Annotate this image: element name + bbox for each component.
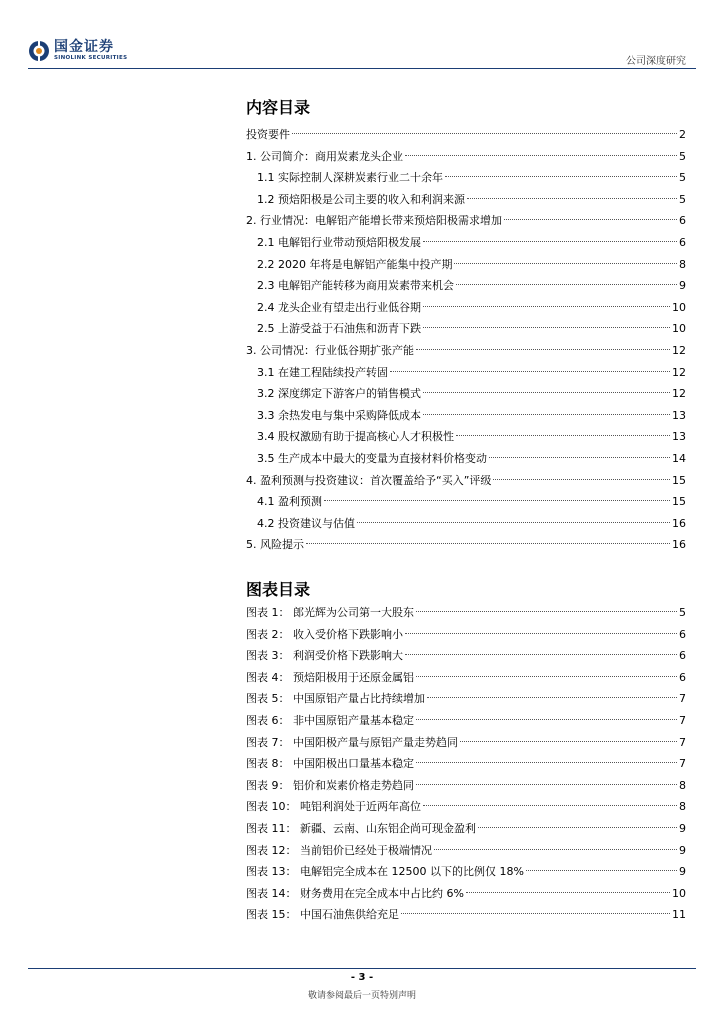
dot-leader — [454, 263, 677, 264]
entry-page-number: 6 — [679, 670, 686, 684]
entry-label: 2. 行业情况：电解铝产能增长带来预焙阳极需求增加 — [246, 214, 502, 228]
toc-entry[interactable] — [246, 448, 686, 470]
dot-leader — [423, 414, 670, 415]
toc-entry[interactable] — [246, 318, 686, 340]
entry-label: 图表 15： 中国石油焦供给充足 — [246, 908, 399, 922]
toc-entry[interactable] — [246, 275, 686, 297]
entry-label: 4.1 盈利预测 — [257, 495, 322, 509]
entry-page-number: 9 — [679, 279, 686, 293]
entry-label: 1.2 预焙阳极是公司主要的收入和利润来源 — [257, 192, 465, 206]
entry-page-number: 16 — [672, 516, 686, 530]
dot-leader — [456, 435, 670, 436]
dot-leader — [445, 176, 677, 177]
entry-label: 图表 4： 预焙阳极用于还原金属铝 — [246, 670, 414, 684]
entry-label: 图表 8： 中国阳极出口量基本稳定 — [246, 757, 414, 771]
entry-label: 3.3 余热发电与集中采购降低成本 — [257, 408, 421, 422]
toc-entry[interactable] — [246, 534, 686, 556]
dot-leader — [292, 133, 677, 134]
dot-leader — [306, 543, 670, 544]
dot-leader — [423, 392, 670, 393]
toc-entry[interactable] — [246, 167, 686, 189]
entry-page-number: 6 — [679, 235, 686, 249]
figure-entry[interactable] — [246, 818, 686, 840]
entry-page-number: 7 — [679, 713, 686, 727]
entry-label: 图表 10： 吨铝利润处于近两年高位 — [246, 800, 421, 814]
dot-leader — [401, 913, 670, 914]
entry-label: 1.1 实际控制人深耕炭素行业二十余年 — [257, 171, 443, 185]
figure-entry[interactable] — [246, 602, 686, 624]
dot-leader — [416, 676, 677, 677]
entry-label: 1. 公司简介：商用炭素龙头企业 — [246, 149, 403, 163]
dot-leader — [434, 849, 677, 850]
dot-leader — [405, 633, 677, 634]
figure-entry[interactable] — [246, 883, 686, 905]
dot-leader — [467, 198, 677, 199]
entry-page-number: 9 — [679, 843, 686, 857]
figures-title: 图表目录 — [246, 580, 311, 599]
header-divider — [28, 68, 696, 69]
dot-leader — [423, 327, 670, 328]
entry-page-number: 6 — [679, 627, 686, 641]
figure-entry[interactable] — [246, 732, 686, 754]
dot-leader — [423, 306, 670, 307]
entry-page-number: 12 — [672, 343, 686, 357]
dot-leader — [489, 457, 670, 458]
page-number: - 3 - — [350, 972, 374, 983]
toc-entry[interactable] — [246, 340, 686, 362]
toc-entry[interactable] — [246, 124, 686, 146]
dot-leader — [456, 284, 677, 285]
dot-leader — [416, 349, 670, 350]
entry-label: 图表 5： 中国原铝产量占比持续增加 — [246, 692, 425, 706]
page-header — [0, 0, 724, 72]
figure-entry[interactable] — [246, 710, 686, 732]
toc-entry[interactable] — [246, 383, 686, 405]
dot-leader — [416, 719, 677, 720]
entry-page-number: 7 — [679, 692, 686, 706]
dot-leader — [405, 155, 677, 156]
dot-leader — [493, 479, 670, 480]
entry-page-number: 6 — [679, 214, 686, 228]
entry-page-number: 15 — [672, 473, 686, 487]
figure-entry[interactable] — [246, 753, 686, 775]
dot-leader — [416, 762, 677, 763]
entry-page-number: 13 — [672, 408, 686, 422]
entry-page-number: 8 — [679, 800, 686, 814]
entry-page-number: 5 — [679, 149, 686, 163]
entry-label: 3.5 生产成本中最大的变量为直接材料价格变动 — [257, 451, 487, 465]
dot-leader — [460, 741, 677, 742]
entry-label: 图表 14： 财务费用在完全成本中占比约 6% — [246, 886, 464, 900]
figures-list — [246, 602, 686, 926]
entry-page-number: 10 — [672, 300, 686, 314]
entry-page-number: 7 — [679, 735, 686, 749]
figure-entry[interactable] — [246, 796, 686, 818]
entry-page-number: 6 — [679, 649, 686, 663]
entry-label: 图表 9： 铝价和炭素价格走势趋同 — [246, 778, 414, 792]
entry-page-number: 10 — [672, 886, 686, 900]
entry-page-number: 15 — [672, 495, 686, 509]
toc-entry[interactable] — [246, 189, 686, 211]
entry-label: 2.3 电解铝产能转移为商用炭素带来机会 — [257, 279, 454, 293]
entry-label: 4.2 投资建议与估值 — [257, 516, 355, 530]
entry-label: 2.1 电解铝行业带动预焙阳极发展 — [257, 235, 421, 249]
disclaimer-note: 敬请参阅最后一页特别声明 — [307, 991, 416, 1001]
entry-label: 3.1 在建工程陆续投产转固 — [257, 365, 388, 379]
contents-list — [246, 124, 686, 556]
toc-entry[interactable] — [246, 491, 686, 513]
logo-english-name: SINOLINK SECURITIES — [54, 55, 128, 61]
sinolink-logo-icon — [28, 40, 50, 62]
dot-leader — [416, 611, 677, 612]
logo-chinese-name: 国金证券 — [54, 39, 114, 55]
entry-page-number: 5 — [679, 192, 686, 206]
entry-page-number: 2 — [679, 128, 686, 141]
entry-page-number: 7 — [679, 757, 686, 771]
entry-page-number: 16 — [672, 538, 686, 552]
dot-leader — [478, 827, 677, 828]
contents-title: 内容目录 — [246, 98, 311, 117]
dot-leader — [324, 500, 670, 501]
dot-leader — [405, 654, 677, 655]
toc-entry[interactable] — [246, 470, 686, 492]
toc-entry[interactable] — [246, 426, 686, 448]
entry-page-number: 11 — [672, 908, 686, 922]
dot-leader — [427, 697, 677, 698]
toc-entry[interactable] — [246, 513, 686, 535]
entry-label: 图表 1： 郎光辉为公司第一大股东 — [246, 606, 414, 619]
toc-entry[interactable] — [246, 362, 686, 384]
entry-page-number: 10 — [672, 322, 686, 336]
toc-entry[interactable] — [246, 405, 686, 427]
entry-label: 图表 12： 当前铝价已经处于极端情况 — [246, 843, 432, 857]
entry-label: 图表 7： 中国阳极产量与原铝产量走势趋同 — [246, 735, 458, 749]
toc-entry[interactable] — [246, 297, 686, 319]
toc-entry[interactable] — [246, 146, 686, 168]
figure-entry[interactable] — [246, 904, 686, 926]
figure-entry[interactable] — [246, 861, 686, 883]
company-logo — [28, 40, 127, 62]
dot-leader — [357, 522, 670, 523]
figure-entry[interactable] — [246, 667, 686, 689]
figure-entry[interactable] — [246, 645, 686, 667]
entry-page-number: 8 — [679, 778, 686, 792]
footer-divider — [28, 968, 696, 969]
entry-label: 3.2 深度绑定下游客户的销售模式 — [257, 387, 421, 401]
entry-label: 投资要件 — [246, 128, 290, 141]
report-type: 公司深度研究 — [626, 56, 686, 67]
entry-label: 4. 盈利预测与投资建议：首次覆盖给予“买入”评级 — [246, 473, 492, 487]
dot-leader — [423, 241, 677, 242]
entry-page-number: 5 — [679, 171, 686, 185]
entry-label: 2.4 龙头企业有望走出行业低谷期 — [257, 300, 421, 314]
dot-leader — [423, 805, 677, 806]
dot-leader — [416, 784, 677, 785]
toc-entry[interactable] — [246, 254, 686, 276]
entry-page-number: 13 — [672, 430, 686, 444]
toc-entry[interactable] — [246, 232, 686, 254]
entry-page-number: 8 — [679, 257, 686, 271]
entry-label: 2.2 2020 年将是电解铝产能集中投产期 — [257, 257, 453, 271]
dot-leader — [466, 892, 670, 893]
entry-page-number: 5 — [679, 606, 686, 619]
entry-label: 5. 风险提示 — [246, 538, 304, 552]
entry-label: 2.5 上游受益于石油焦和沥青下跌 — [257, 322, 421, 336]
entry-page-number: 12 — [672, 387, 686, 401]
entry-page-number: 9 — [679, 821, 686, 835]
entry-label: 图表 11： 新疆、云南、山东铝企尚可现金盈利 — [246, 821, 476, 835]
entry-label: 图表 2： 收入受价格下跌影响小 — [246, 627, 403, 641]
dot-leader — [526, 870, 677, 871]
figure-entry[interactable] — [246, 624, 686, 646]
figure-entry[interactable] — [246, 840, 686, 862]
entry-label: 图表 13： 电解铝完全成本在 12500 以下的比例仅 18% — [246, 865, 524, 879]
entry-page-number: 14 — [672, 451, 686, 465]
figure-entry[interactable] — [246, 688, 686, 710]
entry-page-number: 12 — [672, 365, 686, 379]
entry-page-number: 9 — [679, 865, 686, 879]
dot-leader — [390, 371, 670, 372]
entry-label: 3.4 股权激励有助于提高核心人才积极性 — [257, 430, 454, 444]
entry-label: 图表 3： 利润受价格下跌影响大 — [246, 649, 403, 663]
entry-label: 3. 公司情况：行业低谷期扩张产能 — [246, 343, 414, 357]
toc-entry[interactable] — [246, 210, 686, 232]
entry-label: 图表 6： 非中国原铝产量基本稳定 — [246, 713, 414, 727]
dot-leader — [504, 219, 677, 220]
figure-entry[interactable] — [246, 775, 686, 797]
